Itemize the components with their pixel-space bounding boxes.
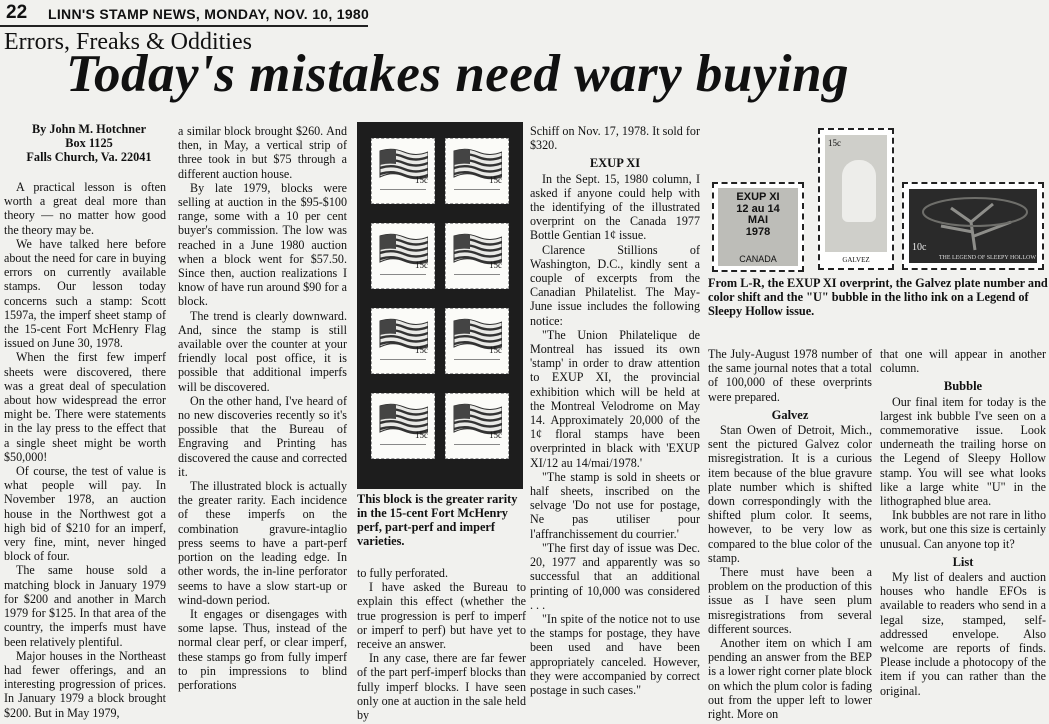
- paragraph: Our final item for today is the largest ink bubble I've seen on a commemorative issue. Look underneath the trailing horse on the Legend of Sleepy Hollow stamp. You will see what looks like a large white "U" in the lithographed blue area.: [880, 394, 1046, 509]
- article-column-2: [178, 124, 347, 692]
- publication-line: LINN'S STAMP NEWS, MONDAY, NOV. 10, 1980: [48, 6, 370, 22]
- byline-city: Falls Church, Va. 22041: [26, 150, 152, 165]
- flag-stamp: [371, 138, 435, 204]
- paragraph: In any case, there are far fewer of the part perf-imperf blocks than fully imperf blocks. I have seen only one at auction in the sale held by: [357, 651, 526, 723]
- paragraph: By late 1979, blocks were selling at auction in the $95-$100 range, some with a 10 per cent buyer's commission. The low was reached in a June 1980 auction when a block went for $57.50. Since then, auction realizations I know of have run around $90 for a block.: [178, 180, 347, 309]
- paragraph: Major houses in the Northeast had fewer offerings, and an interesting progression of prices. In January 1979 a block brought $200. But in May 1979,: [4, 648, 166, 720]
- byline: [14, 122, 164, 165]
- article-column-3: [357, 566, 526, 722]
- stamp-denomination: 15c: [415, 345, 428, 355]
- stamp-denomination: 15c: [415, 430, 428, 440]
- paragraph: It engages or disengages with some lapse. Thus, instead of the normal clear perf, or clear imperf, these stamps go from fully imperf to pin impressions to blind perforations: [178, 606, 347, 692]
- paragraph: Schiff on Nov. 17, 1978. It sold for $320.: [530, 124, 700, 153]
- page-number: 22: [6, 2, 28, 23]
- overprint-line: MAI: [747, 214, 769, 226]
- stamp-denomination: 15c: [489, 430, 502, 440]
- byline-author: By John M. Hotchner: [31, 122, 147, 136]
- subheading-exup: EXUP XI: [589, 156, 641, 171]
- paragraph: Clarence Stillions of Washington, D.C., kindly sent a couple of excerpts from the Canadian Philatelist. The May-June issue includes the following notice:: [530, 242, 700, 328]
- article-column-5: [708, 347, 872, 721]
- paragraph: We have talked here before about the need for care in buying errors on currently available stamps. Our lesson today concerns such a stamp: Scott 1597a, the imperf sheet stamp of the 15-cent Fort McHenry Flag issued on June 30, 1978.: [4, 236, 166, 351]
- subheading-bubble: Bubble: [943, 379, 983, 394]
- tree-illustration: [911, 192, 1039, 252]
- paragraph: I have asked the Bureau to explain this effect (whether the true progression is perf to imperf or imperf to perf) but have yet to receive an answer.: [357, 580, 526, 652]
- paragraph: "The first day of issue was Dec. 20, 1977 and apparently was so successful that an additional printing of 10,000 was considered . . .: [530, 540, 700, 612]
- article-column-6: [880, 347, 1046, 698]
- stamp-denomination: 15c: [489, 175, 502, 185]
- paragraph: Another item on which I am pending an answer from the BEP is a lower right corner plate block on which the plum color is fading out from the upper left to lower right. More on: [708, 636, 872, 722]
- stamp-inscription-line: [380, 274, 426, 275]
- paragraph: The July-August 1978 number of the same journal notes that a total of 100,000 of these overprints were prepared.: [708, 347, 872, 404]
- stamp-inscription-line: [454, 274, 500, 275]
- stamp-inscription-line: [380, 359, 426, 360]
- paragraph: When the first few imperf sheets were discovered, there was a great deal of speculation about how widespread the error might be. There were statements in the lay press to the effect that a single sheet might be worth $50,000!: [4, 350, 166, 464]
- byline-box: Box 1125: [65, 136, 113, 151]
- flag-stamp: [445, 223, 509, 289]
- stamp-denomination: 15c: [489, 260, 502, 270]
- paragraph: On the other hand, I've heard of no new discoveries recently so it's possible that the Bureau of Engraving and Printing has discovered the cause and corrected it.: [178, 393, 347, 479]
- sleepy-legend: THE LEGEND OF SLEEPY HOLLOW: [938, 255, 1036, 261]
- paragraph: "The Union Philatelique de Montreal has issued its own 'stamp' in order to draw attention to EXUP XI, the provincial exhibition which will be held at the Montreal Velodrome on May 14. Approximately 20,000 of the 1¢ floral stamps have been overprinted in black with 'EXUP XI/12 au 14/mai/1978.': [530, 327, 700, 470]
- paragraph: "The stamp is sold in sheets or half sheets, inscribed on the selvage 'Do not use for postage, Ne pas utiliser pour l'affranchissement du courrier.': [530, 469, 700, 541]
- photo-caption-block: This block is the greater rarity in the 15-cent Fort McHenry perf, part-perf and imperf varieties.: [357, 492, 518, 548]
- overprint-line: 12 au 14: [736, 202, 780, 215]
- paragraph: There must have been a problem on the production of this issue as I have seen plum misregistrations from several different sources.: [708, 565, 872, 636]
- stamp-inscription-line: [380, 444, 426, 445]
- three-stamps-photo: [708, 124, 1046, 274]
- exup-stamp: [712, 182, 804, 272]
- paragraph: Of course, the test of value is what people will pay. In November 1978, an auction house in the Northwest got a high bid of $210 for an imperf, very fine, mint, never hinged block of four.: [4, 464, 166, 564]
- overprint-line: 1978: [745, 225, 771, 238]
- paragraph: The trend is clearly downward. And, since the stamp is still available over the counter at your friendly local post office, it is possible that additional imperfs will be discovered.: [178, 308, 347, 394]
- stamp-inscription-line: [454, 359, 500, 360]
- flag-stamp-block-photo: [357, 122, 523, 489]
- paragraph: a similar block brought $260. And then, in May, a vertical strip of three took in but $75 through a different auction house.: [178, 124, 347, 181]
- flag-stamp: [371, 223, 435, 289]
- paragraph: that one will appear in another column.: [880, 347, 1046, 376]
- paragraph: The same house sold a matching block in January 1979 for $200 and another in March 1979 for $125. In that area of the country, the imperfs must have been relatively plentiful.: [4, 563, 166, 649]
- galvez-legend: GALVEZ: [842, 256, 870, 264]
- flag-stamp: [445, 138, 509, 204]
- sleepy-denomination: 10c: [912, 242, 927, 253]
- column-kicker: Errors, Freaks & Oddities: [4, 29, 252, 55]
- paragraph: Stan Owen of Detroit, Mich., sent the pictured Galvez color misregistration. It is a curious item because of the blue gravure plate number which is shifted down correspondingly with the shifted plum color. It seems, however, to be very low as compared to the blue color of the stamp.: [708, 423, 872, 565]
- stamp-denomination: 15c: [489, 345, 502, 355]
- subheading-galvez: Galvez: [771, 407, 809, 422]
- stamp-inscription-line: [454, 444, 500, 445]
- paragraph: to fully perforated.: [357, 566, 449, 580]
- paragraph: In the Sept. 15, 1980 column, I asked if anyone could help with the identifying of the illustrated overprint on the Canada 1977 Bottle Gentian 1¢ issue.: [530, 171, 700, 243]
- stamp-inscription-line: [380, 189, 426, 190]
- photo-caption-stamps: From L-R, the EXUP XI overprint, the Galvez plate number and color shift and the "U" bubble in the litho ink on a Legend of Sleepy Hollow issue.: [708, 276, 1048, 318]
- stamp-denomination: 15c: [415, 175, 428, 185]
- galvez-stamp: [818, 128, 894, 270]
- paragraph: A practical lesson is often worth a great deal more than theory — no matter how good the theory may be.: [4, 180, 166, 237]
- flag-stamp: [445, 393, 509, 459]
- subheading-list: List: [952, 554, 974, 569]
- exup-country: CANADA: [739, 254, 777, 264]
- paragraph: "In spite of the notice not to use the stamps for postage, they have been used and have been appropriately canceled. However, they were accompanied by correct postage in such cases.": [530, 611, 700, 697]
- flag-stamp: [371, 393, 435, 459]
- paragraph: My list of dealers and auction houses who handle EFOs is available to readers who send in a legal size, stamped, self-addressed envelope. Also welcome are reports of finds. Please include a photocopy of the item if you can rather than the original.: [880, 570, 1046, 698]
- overprint-line: EXUP XI: [736, 191, 780, 203]
- flag-stamp: [445, 308, 509, 374]
- article-column-1: [4, 180, 166, 720]
- stamp-denomination: 15c: [415, 260, 428, 270]
- headline: Today's mistakes need wary buying: [66, 45, 850, 103]
- galvez-denomination: 15c: [828, 138, 841, 148]
- header-rule: [0, 25, 368, 27]
- paragraph: The illustrated block is actually the greater rarity. Each incidence of these imperfs on the combination gravure-intaglio press seems to have a part-perf portion on the leading edge. In other words, the in-line perforator seems to have a slow start-up or wind-down period.: [178, 479, 347, 607]
- stamp-inscription-line: [454, 189, 500, 190]
- flag-stamp: [371, 308, 435, 374]
- sleepy-hollow-stamp: [902, 182, 1044, 270]
- paragraph: Ink bubbles are not rare in litho work, but one this size is certainly unusual. Can anyone top it?: [880, 508, 1046, 551]
- article-column-4: [530, 124, 700, 697]
